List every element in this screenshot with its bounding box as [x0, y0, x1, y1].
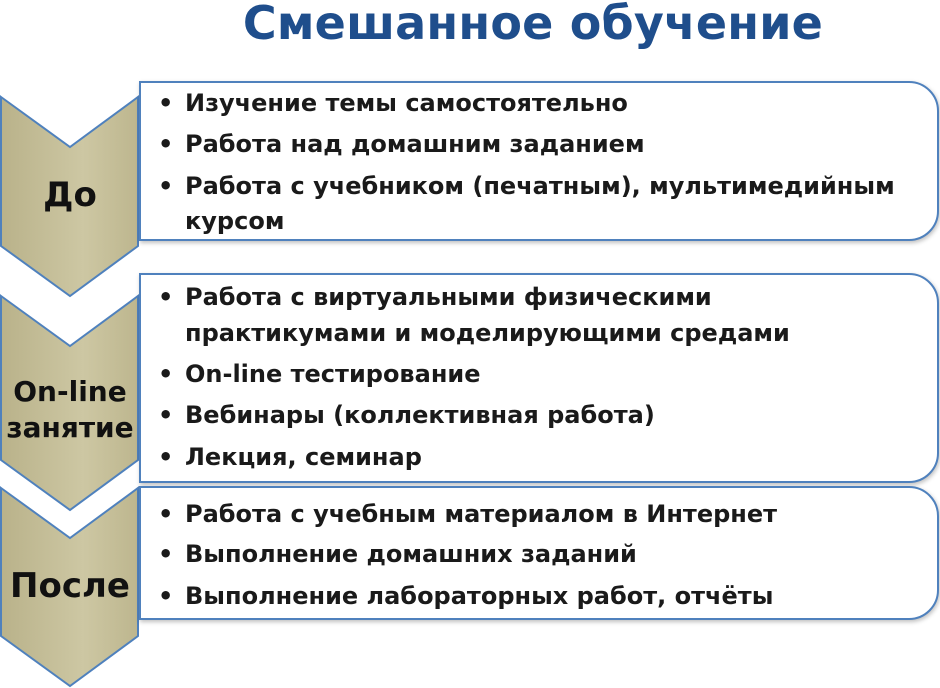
bullet-item: • Лекция, семинар	[185, 439, 422, 475]
stage-label-online	[0, 374, 140, 446]
diagram-title: Смешанное обучение	[242, 0, 824, 50]
bullet-item: • Работа над домашним заданием	[185, 126, 645, 162]
bullet-item: • Выполнение лабораторных работ, отчёты	[185, 578, 773, 614]
stage-box-after	[139, 486, 939, 620]
stage-box-before	[139, 81, 939, 241]
bullet-item-continuation: практикумами и моделирующими средами	[185, 319, 790, 347]
stage-box-online	[139, 273, 939, 483]
stage-label-before: До	[43, 175, 97, 215]
bullet-item: • Вебинары (коллективная работа)	[185, 397, 655, 433]
stage-label-online-line1: On-line	[13, 375, 127, 408]
bullet-item: • On-line тестирование	[185, 356, 481, 392]
bullet-item: • Изучение темы самостоятельно	[185, 85, 628, 121]
bullet-item: • Выполнение домашних заданий	[185, 536, 637, 572]
stage-label-online-line2: занятие	[6, 411, 134, 444]
bullet-item: • Работа с учебником (печатным), мультимедийным	[185, 168, 895, 204]
bullet-item-continuation: курсом	[185, 207, 285, 235]
bullet-item: • Работа с виртуальными физическими	[185, 279, 712, 315]
stage-label-after: После	[10, 566, 130, 606]
bullet-item: • Работа с учебным материалом в Интернет	[185, 496, 777, 532]
